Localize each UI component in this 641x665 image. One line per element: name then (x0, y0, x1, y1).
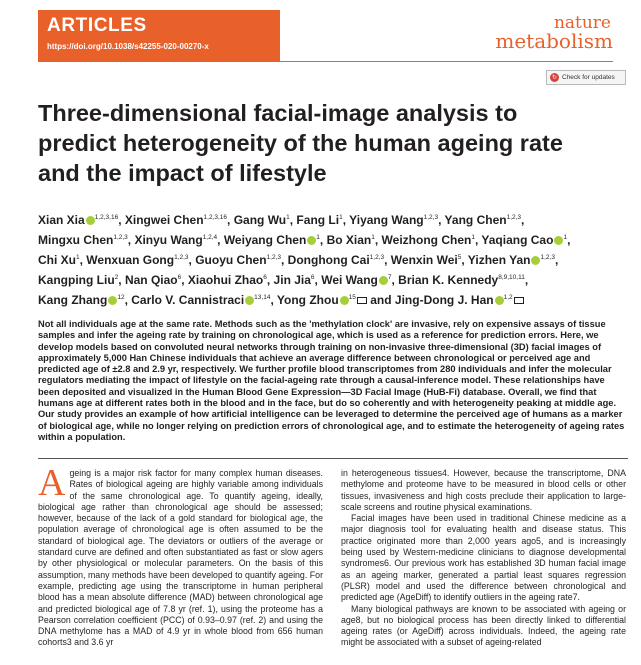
journal-logo-line2: metabolism (495, 29, 613, 53)
body-paragraph: Many biological pathways are known to be associated with ageing or age8, but no biological process has been directly linked to differential ageing rates (or AgeDiff) across individuals. Indeed, the ageing rate might be associated with a subset of ageing-related (341, 603, 626, 648)
header-divider (38, 61, 613, 62)
check-for-updates-label: Check for updates (562, 74, 615, 81)
email-icon[interactable] (357, 297, 367, 304)
orcid-icon[interactable] (86, 216, 95, 225)
author-list: Xian Xia $^{1,2,3,16}$, Xingwei Chen$^{1,2,3,16}$, Gang Wu$^1$, Fang Li$^1$, Yiyang Wang$^{1,2,3}$, Yang Chen$^{1,2,3}$, Mingxu Chen$^{1,2,3}$, Xinyu Wang$^{1,2,4}$, Weiyang Chen $^1$, Bo Xian$^1$, Weizhong Chen$^1$, Yaqiang Cao $^1$, Chi Xu$^1$, Wenxuan Gong$^{1,2,3}$, Guoyu Chen$^{1,2,3}$, Donghong Cai$^{1,2,3}$, Wenxin Wei$^5$, Yizhen Yan $^{1,2,3}$, Kangping Liu$^2$, Nan Qiao$^6$, Xiaohui Zhao$^6$, Jin Jia$^6$, Wei Wang $^7$, Brian K. Kennedy$^{8,9,10,11}$, Kang Zhang $^{12}$, Carlo V. Cannistraci $^{13,14}$, Yong Zhou $^{15}$ and Jing-Dong J. Han $^{1,2}$ (38, 213, 571, 307)
refresh-icon: ↻ (551, 74, 558, 81)
orcid-icon[interactable] (379, 276, 388, 285)
drop-cap: A (38, 462, 66, 504)
journal-logo-line1: nature (553, 13, 611, 33)
intro-text: geing is a major risk factor for many complex human diseases. Rates of biological ageing are highly variable among individuals of the same chronological age. To quantify ageing, ideally, biological age rather than chronological age should be assessed; however, because of the lack of a gold standard for biological age, the population average of chronological age is often assumed to be the standard of biological age. The deviators or outliers of the average or standard curve are defined and often substantiated as fast or slow agers by other physiological or molecular parameters. On the basis of this assumption, many methods have been developed to quantify ageing. For example, predicting age using the transcriptome in human peripheral blood has a mean absolute difference (MAD) between chronological age and predicted biological age of 7.8 yr (ref. 1), using the proteome has a Pearson correlation coefficient (PCC) of 0.93–0.97 (ref. 2) and using the DNA methylome has a MAD of 4.9 yr in whole blood from 656 human cohorts3 and 3.6 yr (38, 468, 323, 648)
orcid-icon[interactable] (108, 296, 117, 305)
orcid-icon[interactable] (307, 236, 316, 245)
orcid-icon[interactable] (245, 296, 254, 305)
article-title: Three-dimensional facial-image analysis to predict heterogeneity of the human ageing rate and the impact of lifestyle (38, 100, 563, 186)
body-column-left (38, 462, 323, 649)
email-icon[interactable] (514, 297, 524, 304)
doi-link[interactable]: https://doi.org/10.1038/s42255-020-00270-x (47, 42, 209, 51)
abstract: Not all individuals age at the same rate. Methods such as the 'methylation clock' are invasive, rely on expensive assays of tissue samples and infer the ageing rate by training on chronological age, which is used as a reference for prediction errors. Here, we develop models based on convoluted neural networks through training on non-invasive three-dimensional (3D) facial images of approximately 5,000 Han Chinese individuals that achieve an average difference between chronological or perceived age and predicted age of ±2.8 and 2.9 yr, respectively. We further profile blood transcriptomes from 280 individuals and infer the molecular regulators mediating the impact of lifestyle on the facial-ageing rate through a causal-inference model. These relationships have been deposited and visualized in the Human Blood Gene Expression—3D Facial Image (HuB-Fi) database. Overall, we find that humans age at different rates both in the blood and in the face, but do so coherently and with heterogeneity peaking at middle age. Our study provides an example of how artificial intelligence can be leveraged to determine the perceived age of humans as a marker of biological age, while no longer relying on prediction errors of chronological age, and to estimate the heterogeneity of ageing rates within a population. (38, 319, 625, 442)
intro-paragraph (38, 462, 323, 649)
section-label: ARTICLES (47, 15, 147, 36)
orcid-icon[interactable] (340, 296, 349, 305)
orcid-icon[interactable] (495, 296, 504, 305)
body-paragraph: in heterogeneous tissues4. However, because the transcriptome, DNA methylome and proteome have to be measured in blood cells or other tissues, invasiveness and high costs preclude their application to large-scale screens and routine physical examinations. (341, 468, 626, 512)
body-column-right (341, 468, 626, 649)
check-for-updates-button[interactable] (546, 70, 626, 85)
body-paragraph: Facial images have been used in traditional Chinese medicine as a major diagnosis tool for evaluating health and disease status. This practice originated more than 2,000 years ago5, and is increasingly being used by Western-medicine clinicians to diagnose developmental syndromes6. Our previous work has established 3D human facial image as an ageing marker, generated a partial least squares regression (PLSR) model and used the difference between chronological and predicted age (AgeDiff) to identify outliers in the ageing rate7. (341, 513, 626, 603)
abstract-divider (38, 458, 628, 459)
